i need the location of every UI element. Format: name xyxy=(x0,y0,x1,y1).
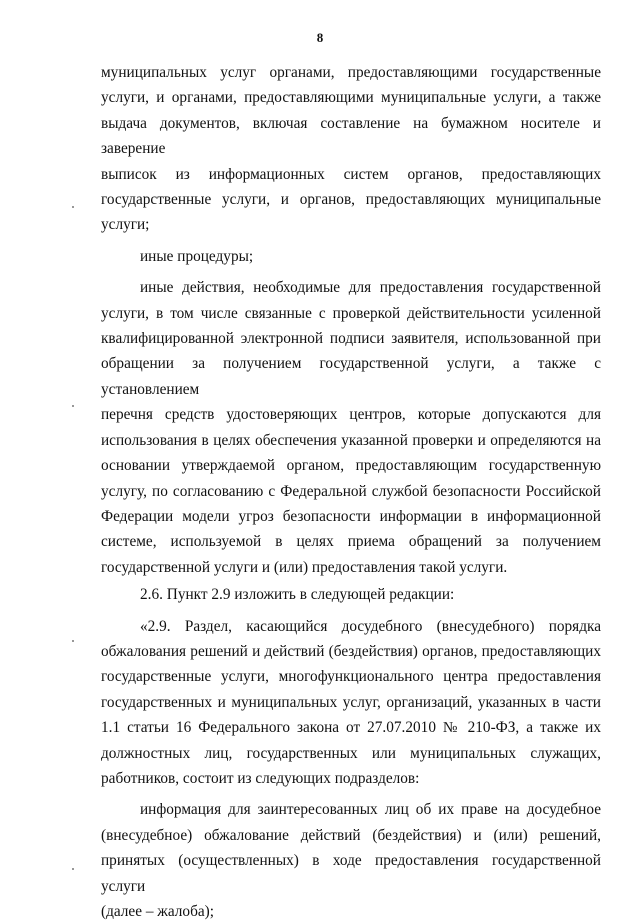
paragraph-4 xyxy=(101,582,601,607)
page-number: 8 xyxy=(316,30,324,45)
text-line: квалифицированной электронной подписи заявителя, использованной при xyxy=(101,330,601,348)
text-line: информация для заинтересованных лиц об их праве на досудебное xyxy=(140,801,601,819)
text-line: принятых (осуществленных) в ходе предоставления государственной услуги xyxy=(101,852,601,895)
paragraph-6 xyxy=(101,797,601,924)
text-line: Федерации модели угроз безопасности информации в информационной xyxy=(101,507,601,525)
text-line: государственных и муниципальных услуг, организаций, указанных в части xyxy=(101,693,601,711)
paragraph-5 xyxy=(101,614,601,792)
scan-mark xyxy=(72,405,74,407)
text-line: услуги; xyxy=(101,216,150,234)
paragraph-3 xyxy=(101,275,601,580)
text-line: обращении за получением государственной услуги, а также с установлением xyxy=(101,355,601,398)
text-line: основании утверждаемой органом, предоставляющим государственную xyxy=(101,457,601,475)
text-line: системе, используемой в целях приема обращений за получением xyxy=(101,533,601,551)
text-line: иные действия, необходимые для предоставления государственной xyxy=(140,279,601,297)
text-line: работников, состоит из следующих подразделов: xyxy=(101,769,420,787)
text-line: обжалования решений и действий (бездействия) органов, предоставляющих xyxy=(101,642,601,660)
text-line: государственной услуги и (или) предоставления такой услуги. xyxy=(101,558,508,576)
document-body xyxy=(101,60,601,924)
text-line: услуги, и органами, предоставляющими муниципальные услуги, а также xyxy=(101,89,601,107)
text-line: услуги, в том числе связанные с проверкой действительности усиленной xyxy=(101,304,601,322)
text-line: «2.9. Раздел, касающийся досудебного (внесудебного) порядка xyxy=(140,617,601,635)
text-line: государственные услуги, многофункционального центра предоставления xyxy=(101,668,601,686)
text-line: 2.6. Пункт 2.9 изложить в следующей редакции: xyxy=(140,586,455,604)
paragraph-1 xyxy=(101,60,601,238)
text-line: (внесудебное) обжалование действий (бездействия) и (или) решений, xyxy=(101,826,601,844)
text-line: услугу, по согласованию с Федеральной службой безопасности Российской xyxy=(101,482,601,500)
text-line: муниципальных услуг органами, предоставляющими государственные xyxy=(101,64,601,81)
text-line: (далее – жалоба); xyxy=(101,903,215,920)
scan-mark xyxy=(72,206,74,208)
text-line: использования в целях обеспечения указанной проверки и определяются на xyxy=(101,431,601,449)
text-line: должностных лиц, государственных или муниципальных служащих, xyxy=(101,744,601,762)
text-line: 1.1 статьи 16 Федерального закона от 27.07.2010 № 210-ФЗ, а также их xyxy=(101,719,601,737)
text-line: государственные услуги, и органов, предоставляющих муниципальные xyxy=(101,191,601,209)
text-line: иные процедуры; xyxy=(140,247,254,265)
text-line: выписок из информационных систем органов, предоставляющих xyxy=(101,165,601,183)
scan-mark xyxy=(72,868,74,870)
text-line: выдача документов, включая составление на бумажном носителе и заверение xyxy=(101,114,601,158)
scan-mark xyxy=(72,640,74,642)
text-line: перечня средств удостоверяющих центров, которые допускаются для xyxy=(101,406,601,424)
paragraph-2 xyxy=(101,244,601,269)
